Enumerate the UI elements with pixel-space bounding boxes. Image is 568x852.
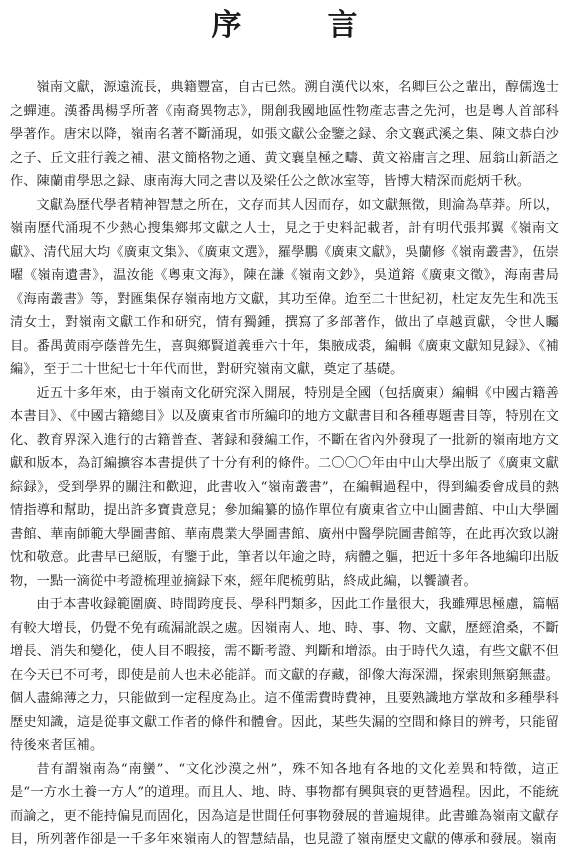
paragraph-5: 昔有謂嶺南為“南蠻”、“文化沙漠之州”，殊不知各地有各地的文化差異和特徵，這正是“一方水土養一方人”的道理。而且人、地、時、事物都有興與衰的更替過程。因此，不能統而論之，更不能持偏見而固化，因為這是世間任何事物發展的普遍規律。此書雖為嶺南文獻存目，所列著作卻是一千多年來嶺南人的智慧結晶，也見證了嶺南歷史文獻的傳承和發展。嶺南 [10, 761, 559, 847]
paragraph-1: 嶺南文獻，源遠流長，典籍豐富，自古已然。溯自漢代以來，名卿巨公之輩出，醇儒逸士之蟬連。漢番禺楊孚所著《南裔異物志》，開創我國地區性物產志書之先河，也是粵人首部科學著作。唐宋以降，嶺南名著不斷涌現，如張文獻公金鑒之録、余文襄武溪之集、陳文恭白沙之子、丘文莊行義之補、湛文簡格物之通、黄文襄皇極之疇、黄文裕庸言之理、屈翁山新語之作、陳蘭甫學思之録、康南海大同之書以及梁任公之飲冰室等，皆博大精深而彪炳千秋。 [10, 80, 559, 189]
paragraph-3: 近五十多年來，由于嶺南文化研究深入開展，特別是全國（包括廣東）編輯《中國古籍善本書目》、《中國古籍總目》以及廣東省市所編印的地方文獻書目和各種專題書目等，特別在文化、教育界深入進行的古籍普查、著録和發編工作，不斷在省內外發現了一批新的嶺南地方文獻和版本，為訂編擴容本書提供了十分有利的條件。二〇〇〇年由中山大學出版了《廣東文獻綜録》，受到學界的關注和歡迎，此書收入“嶺南叢書”，在編輯過程中，得到編委會成員的熱情指導和幫助，提出許多寶貴意見；參加編纂的協作單位有廣東省立中山圖書館、中山大學圖書館、華南師範大學圖書館、華南農業大學圖書館、廣州中醫學院圖書館等，在此再次致以謝忱和敬意。此書早已絕版，有鑒于此，筆者以年逾之時，病體之軀，把近十多年各地編印出版物，一點一滴從中考證梳理並摘録下來，經年爬梳剪貼，終成此編，以饗讀者。 [10, 385, 559, 589]
preface-body [10, 76, 559, 852]
paragraph-2: 文獻為歷代學者精神智慧之所在，文存而其人因而存，如文獻無徵，則淪為草莽。所以，嶺南歷代涌現不少熱心搜集鄉邦文獻之人士，見之于史料記載者，計有明代張邦翼《嶺南文獻》、清代屈大均《廣東文集》、《廣東文選》，羅學鵬《廣東文獻》，吳蘭修《嶺南叢書》，伍崇曜《嶺南遺書》，温汝能《粵東文海》，陳在謙《嶺南文鈔》，吳道鎔《廣東文徵》，海南書局《海南叢書》等，對匯集保存嶺南地方文獻，其功至偉。迨至二十世紀初，杜定友先生和冼玉清女士，對嶺南文獻工作和研究，情有獨鍾，撰寫了多部著作，做出了卓越貢獻，令世人矚目。番禺黄雨亭蔭普先生，喜與鄉賢道義垂六十年，集腋成裘，編輯《廣東文獻知見録》、《補編》，至于二十世紀七十年代而世，對研究嶺南文獻，奠定了基礎。 [10, 197, 559, 377]
page-title: 序 言 [211, 8, 386, 43]
paragraph-4: 由于本書收録範圍廣、時間跨度長、學科門類多，因此工作量很大，我雖殫思極慮，篇幅有較大增長，仍覺不免有疏漏訛誤之處。因嶺南人、地、時、事、物、文獻，歷經滄桑，不斷增長、消失和變化，使人目不暇接，需不斷考證、判斷和增添。由于時代久遠，有些文獻不但在今天已不可考，即使是前人也未必能詳。而文獻的存藏，卻像大海深淵，探索則無窮無盡。個人盡綿薄之力，只能做到一定程度為止。這不僅需費時費神，且要熟識地方掌故和多種學科歷史知識，這是從事文獻工作者的條件和體會。因此，某些失漏的空間和條目的辨考，只能留待後來者匡補。 [10, 597, 559, 753]
